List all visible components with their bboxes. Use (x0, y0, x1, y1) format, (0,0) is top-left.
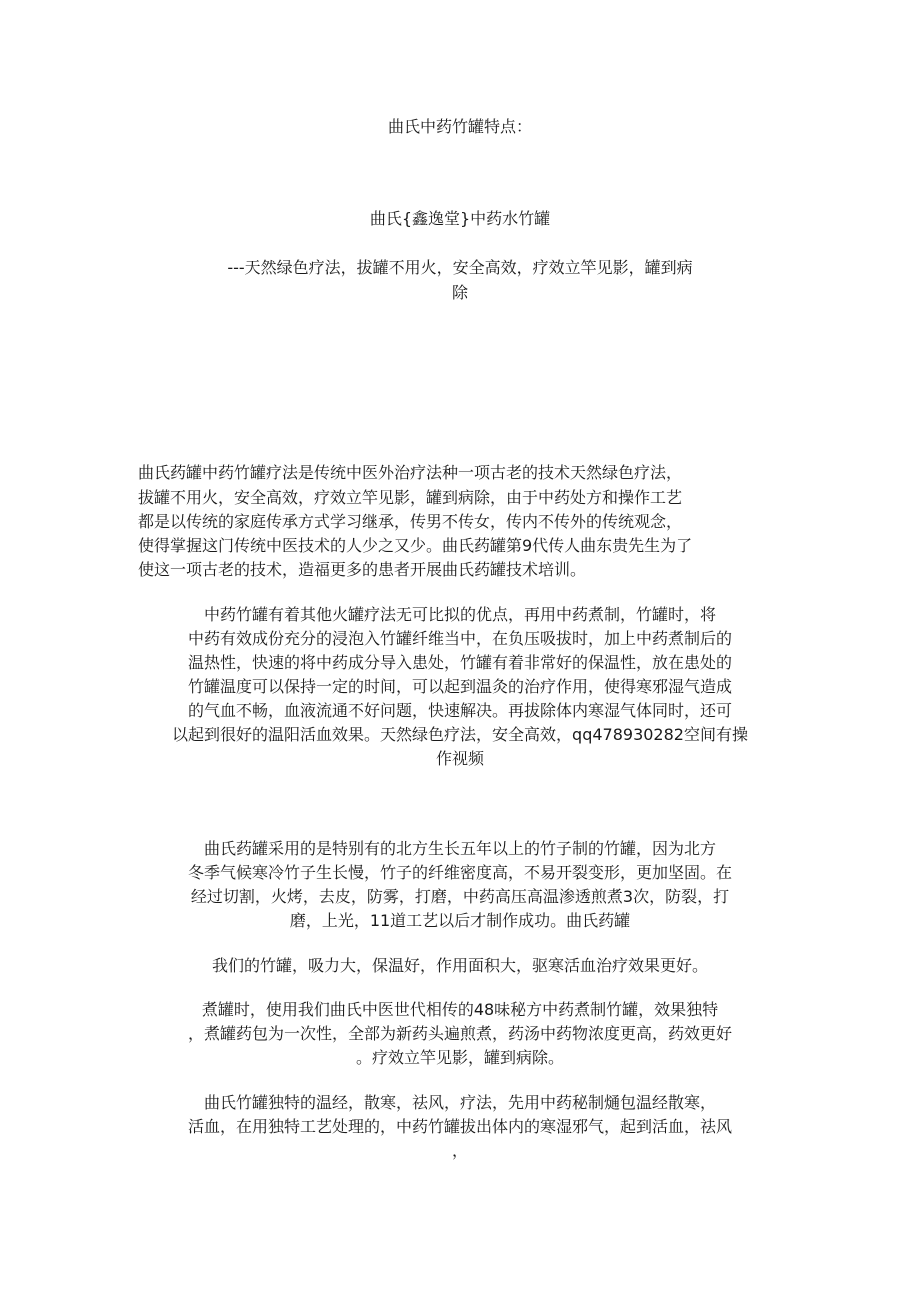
paragraph-line: 我们的竹罐，吸力大，保温好，作用面积大，驱寒活血治疗效果更好。 (211, 956, 708, 975)
paragraph-line: 中药有效成份充分的浸泡入竹罐纤维当中，在负压吸拔时，加上中药煮制后的 (187, 629, 732, 648)
paragraph-line: ，煮罐药包为一次性，全部为新药头遍煎煮，药汤中药物浓度更高，药效更好 (187, 1024, 732, 1043)
paragraph-line: 作视频 (435, 749, 484, 768)
paragraph-line: ， (451, 1141, 468, 1160)
paragraph-line: 拔罐不用火，安全高效，疗效立竿见影，罐到病除，由于中药处方和操作工艺 (138, 488, 683, 507)
paragraph-line: 使这一项古老的技术，造福更多的患者开展曲氏药罐技术培训。 (138, 560, 587, 579)
paragraph-line: 使得掌握这门传统中医技术的人少之又少。曲氏药罐第9代传人曲东贵先生为了 (138, 536, 693, 555)
paragraph-line: 曲氏竹罐独特的温经，散寒，祛风，疗法，先用中药秘制熥包温经散寒， (203, 1093, 716, 1112)
paragraph-line: 磨，上光，11道工艺以后才制作成功。曲氏药罐 (289, 911, 631, 930)
paragraph-line: 温热性，快速的将中药成分导入患处，竹罐有着非常好的保温性，放在患处的 (187, 653, 732, 672)
page-heading: 曲氏中药竹罐特点： (387, 117, 532, 136)
tagline-line: 除 (451, 283, 468, 302)
paragraph-line: 竹罐温度可以保持一定的时间，可以起到温灸的治疗作用，使得寒邪湿气造成 (187, 677, 732, 696)
paragraph-line: 都是以传统的家庭传承方式学习继承，传男不传女，传内不传外的传统观念， (138, 512, 683, 531)
paragraph-line: 冬季气候寒冷竹子生长慢，竹子的纤维密度高，不易开裂变形，更加坚固。在 (187, 863, 732, 882)
paragraph-line: 以起到很好的温阳活血效果。天然绿色疗法，安全高效，qq478930282空间有操 (172, 725, 748, 744)
paragraph-line: 。疗效立竿见影，罐到病除。 (355, 1048, 564, 1067)
paragraph-line: 经过切割，火烤，去皮，防雾，打磨，中药高压高温渗透煎煮3次，防裂，打 (190, 887, 730, 906)
tagline-line: ---天然绿色疗法，拔罐不用火，安全高效，疗效立竿见影，罐到病 (227, 258, 693, 277)
paragraph-line: 中药竹罐有着其他火罐疗法无可比拟的优点，再用中药煮制，竹罐时，将 (203, 605, 716, 624)
paragraph-line: 煮罐时，使用我们曲氏中医世代相传的48味秘方中药煮制竹罐，效果独特 (201, 1000, 719, 1019)
document-subtitle: 曲氏{鑫逸堂}中药水竹罐 (369, 209, 551, 228)
paragraph-line: 曲氏药罐中药竹罐疗法是传统中医外治疗法种一项古老的技术天然绿色疗法， (138, 463, 683, 482)
paragraph-line: 曲氏药罐采用的是特别有的北方生长五年以上的竹子制的竹罐，因为北方 (203, 839, 716, 858)
paragraph-line: 的气血不畅，血液流通不好问题，快速解决。再拔除体内寒湿气体同时，还可 (187, 701, 732, 720)
paragraph-line: 活血，在用独特工艺处理的，中药竹罐拔出体内的寒湿邪气，起到活血，祛风 (187, 1117, 732, 1136)
